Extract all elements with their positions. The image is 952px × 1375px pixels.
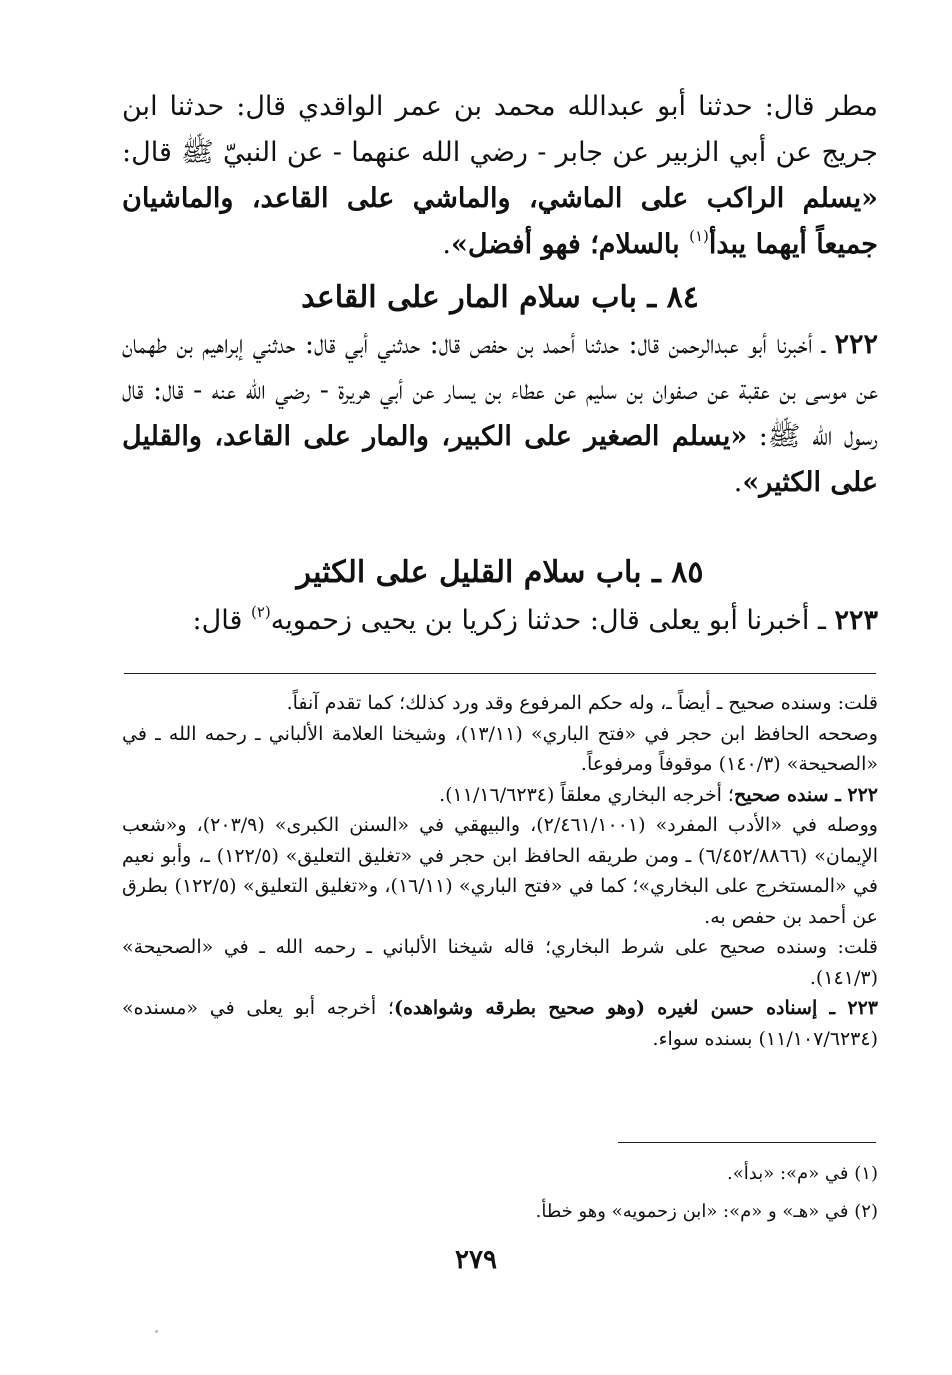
- note-paragraph: قلت: وسنده صحيح ـ أيضاً ـ، وله حكم المرفوع وقد ورد كذلك؛ كما تقدم آنفاً.: [286, 692, 878, 714]
- intro-end: .: [442, 229, 451, 260]
- commentary-notes: [122, 688, 878, 1054]
- note-paragraph: قلت: وسنده صحيح على شرط البخاري؛ قاله شيخنا الألباني ـ رحمه الله ـ في «الصحيحة» (١٤١/٣).: [122, 936, 878, 989]
- note-paragraph: ووصله في «الأدب المفرد» (٢/٤٦١/١٠٠١)، والبيهقي في «السنن الكبرى» (٢٠٣/٩)، و«شعب الإيمان» (٦/٤٥٢/٨٨٦٦) ـ ومن طريقه الحافظ ابن حجر في «تغليق التعليق» (١٢٢/٥) ـ، وأبو نعيم في «المستخرج على البخاري»؛ كما في «فتح الباري» (١٦/١١)، و«تغليق التعليق» (١٢٢/٥) بطرق عن أحمد بن حفص به.: [122, 814, 878, 928]
- footnotes: [122, 1155, 878, 1231]
- footnote-ref-1: (١): [689, 227, 709, 245]
- page-number: ٢٧٩: [455, 1245, 497, 1275]
- hadith-isnad-end: قال:: [192, 605, 251, 636]
- note-paragraph: [122, 780, 878, 811]
- footnote-2: (٢) في «هـ» و «م»: «ابن زحمويه» وهو خطأ.: [535, 1201, 878, 1222]
- scan-speck: [155, 1330, 158, 1333]
- hadith-number: ٢٢٣: [834, 605, 878, 636]
- intro-hadith-bold-end: بالسلام؛ فهو أفضل»: [450, 229, 690, 260]
- hadith-end: .: [733, 467, 743, 498]
- intro-text: مطر قال: حدثنا أبو عبدالله محمد بن عمر الواقدي قال: حدثنا ابن جريج عن أبي الزبير عن جابر - رضي الله عنهما - عن النبيّ ﷺ قال:: [122, 91, 878, 168]
- hadith-223: [122, 598, 878, 644]
- intro-paragraph: [122, 84, 878, 268]
- hadith-222: [122, 322, 878, 506]
- notes-separator: [124, 673, 876, 674]
- footnote-ref-2: (٢): [250, 603, 271, 621]
- chapter-heading-85: ٨٥ ـ باب سلام القليل على الكثير: [296, 555, 704, 590]
- footnote-separator: [618, 1142, 876, 1143]
- note-grading: ٢٢٣ ـ إسناده حسن لغيره (وهو صحيح بطرقه وشواهده): [393, 997, 878, 1019]
- hadith-number: ٢٢٢: [834, 329, 878, 360]
- footnote-1: (١) في «م»: «بدأ».: [727, 1163, 878, 1184]
- hadith-matn: «يسلم الصغير على الكبير، والمار على القاعد، والقليل على الكثير»: [122, 421, 878, 498]
- note-text: ؛ أخرجه البخاري معلقاً (١١/١٦/٦٢٣٤).: [439, 783, 734, 806]
- note-paragraph: [122, 993, 878, 1054]
- hadith-isnad: ـ أخبرنا أبو عبدالرحمن قال: حدثنا أحمد بن حفص قال: حدثني أبي قال: حدثني إبراهيم بن طهمان عن موسى بن عقبة عن صفوان بن سليم عن عطاء بن يسار عن أبي هريرة - رضي الله عنه - قال: قال رسول الله ﷺ:: [122, 329, 878, 452]
- note-grading: ٢٢٢ ـ سنده صحيح: [733, 783, 878, 806]
- note-text: ؛ أخرجه أبو يعلى في «مسنده» (١١/١٠٧/٦٢٣٤) بسنده سواء.: [122, 997, 878, 1050]
- chapter-heading-84: ٨٤ ـ باب سلام المار على القاعد: [301, 280, 699, 315]
- intro-hadith-bold: «يسلم الراكب على الماشي، والماشي على القاعد، والماشيان جميعاً أيهما يبدأ: [122, 183, 878, 260]
- note-paragraph: وصححه الحافظ ابن حجر في «فتح الباري» (١٣/١١)، وشيخنا العلامة الألباني ـ رحمه الله ـ في «الصحيحة» (١٤٠/٣) موقوفاً ومرفوعاً.: [122, 722, 878, 775]
- hadith-isnad: ـ أخبرنا أبو يعلى قال: حدثنا زكريا بن يحيى زحمويه: [270, 605, 835, 636]
